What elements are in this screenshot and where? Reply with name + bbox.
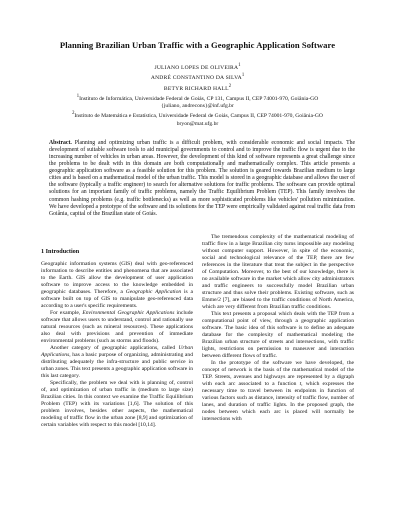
author-line: [41, 72, 354, 82]
affiliation-text: Instituto de Informática, Universidade Federal de Goiás, CP 131, Campus II, CEP 74001-970, Goiânia-GO: [79, 95, 319, 102]
right-column: [202, 234, 354, 430]
paper-title: Planning Brazilian Urban Traffic with a Geographic Application Software: [59, 40, 336, 50]
affiliation-mark: 2: [72, 111, 75, 117]
author-line: [41, 83, 354, 93]
affiliation-text: bryon@mat.ufg.br: [176, 120, 219, 127]
author-affiliation-mark: 2: [228, 83, 232, 89]
author-block: [41, 62, 354, 128]
author-affiliation-mark: 1: [238, 63, 241, 68]
author-name: BETYR RICHARD HALL: [163, 85, 229, 92]
affiliation-line: [41, 103, 354, 110]
left-column: [41, 234, 193, 430]
abstract: [49, 140, 355, 218]
body-paragraph: In the prototype of the software we have developed, the concept of network is the basis of the mathematical model of the TEP. Streets, avenues and highways are represented by a digraph with each arc associated to a function t, which expresses the necessary time to travel between its endpoints in function of various factors such as distance, intensity of traffic flow, number of lanes, and duration of traffic lights. In the proposed graph, the nodes between which each arc is placed will normally be intersections with: [202, 360, 354, 423]
body-paragraph: The tremendous complexity of the mathematical modeling of traffic flow in a large Brazilian city turns impossible any modeling without computer support. However, in spite of the economic, social and technological relevance of the TEP, there are few references in the literature that treat the subject in the perspective of Computation. Moreover, to the best of our knowledge, there is no available software in the market which allow city administrators and traffic engineers to successfully model Brazilian urban structure and thus solve their problems. Existing software, such as Emme/2 [7], are biased to the traffic conditions of North America, which are very different from Brazilian traffic conditions.: [202, 233, 354, 310]
author-affiliation-mark: 1: [241, 73, 245, 79]
abstract-text: Planning and optimizing urban traffic is a difficult problem, with considerable economic and social impacts. The development of suitable software tools to aid municipal governments to control and to improve the traffic flow is urgent due to the increasing number of vehicles in urban areas. However, the development of this kind of software represents a great challenge since the problems to be dealt with in this domain are both computationally and mathematically complex. This article presents a geographic application software as a feasible solution for this problem. The solution is geared towards Brazilian medium to large cities and is based on a mathematical model of the urban traffic. This model is stored in a geographic database and allows the user of the software (typically a traffic engineer) to search for alternative solutions for traffic problems. The software can provide optimal solutions for an important family of traffic problems, namely the Traffic Equilibrium Problem (TEP). This family involves the common hashing problems (e.g. traffic bottlenecks) as well as more sophisticated problems like vehicles' pollution minimization. We have developed a prototype of the software and its solutions for the TEP were empirically validated against real traffic data from Goiânia, capital of the Brazilian state of Goiás.: [49, 140, 356, 217]
affiliation-line: [41, 121, 354, 128]
author-name: JULIANO LOPES DE OLIVEIRA: [154, 64, 239, 71]
affiliation-text: {juliano, andrecons}@inf.ufg.br: [161, 103, 234, 110]
body-paragraph: Another category of geographic applications, called Urban Applications, has a basic purpose of organizing, administrating and distributing adequately the infra-structure and public service in urban zones. This text presents a geographic application software in this last category.: [41, 345, 193, 380]
affiliation-line: [41, 110, 354, 120]
affiliation-text: Instituto de Matemática e Estatística, Universidade Federal de Goiás, Campus II, CEP 74001-970, Goiânia-GO: [74, 113, 323, 120]
affiliation-mark: 1: [76, 93, 80, 99]
body-paragraph: This text presents a proposal which deals with the TEP from a computational point of view, through a geographic application software. The basic idea of this software is to define an adequate database for the complexity of mathematical modeling the Brazilian urban structure of streets and intersections, with traffic lights, restrictions on permission to maneuver and interaction between different flows of traffic.: [202, 311, 354, 360]
author-name: ANDRÉ CONSTANTINO DA SILVA: [150, 75, 242, 82]
affiliation-line: [41, 93, 354, 103]
body-paragraph: Geographic information systems (GIS) deal with geo-referenced information to describe entities and phenomena that are associated to the Earth. GIS allow the development of user application software to improve access to the knowledge embedded in geographic databases. Therefore, a Geographic Application is a software built on top of GIS to manipulate geo-referenced data according to a user's specific requirements.: [41, 260, 193, 309]
section-heading: 1 Introduction: [41, 247, 80, 255]
body-paragraph: Specifically, the problem we deal with is planning of, control of, and optimization of urban traffic in (medium to large size) Brazilian cities. In this context we examine the Traffic Equilibrium Problem (TEP) with its variations [1,6]. The solution of this problem involves, besides other aspects, the mathematical modeling of traffic flow in the urban zone [8,9] and optimization of certain variables with respect to this model [10,14].: [41, 380, 193, 429]
body-paragraph: For example, Environmental Geographic Applications include software that allows users to understand, control and rationally use natural resources (such as mineral resources). These applications also deal with previsions and prevention of immediate environmental problems (such as storms and floods).: [41, 309, 193, 345]
body-columns: [41, 234, 354, 430]
author-line: [41, 62, 354, 72]
abstract-label: Abstract.: [49, 140, 72, 147]
